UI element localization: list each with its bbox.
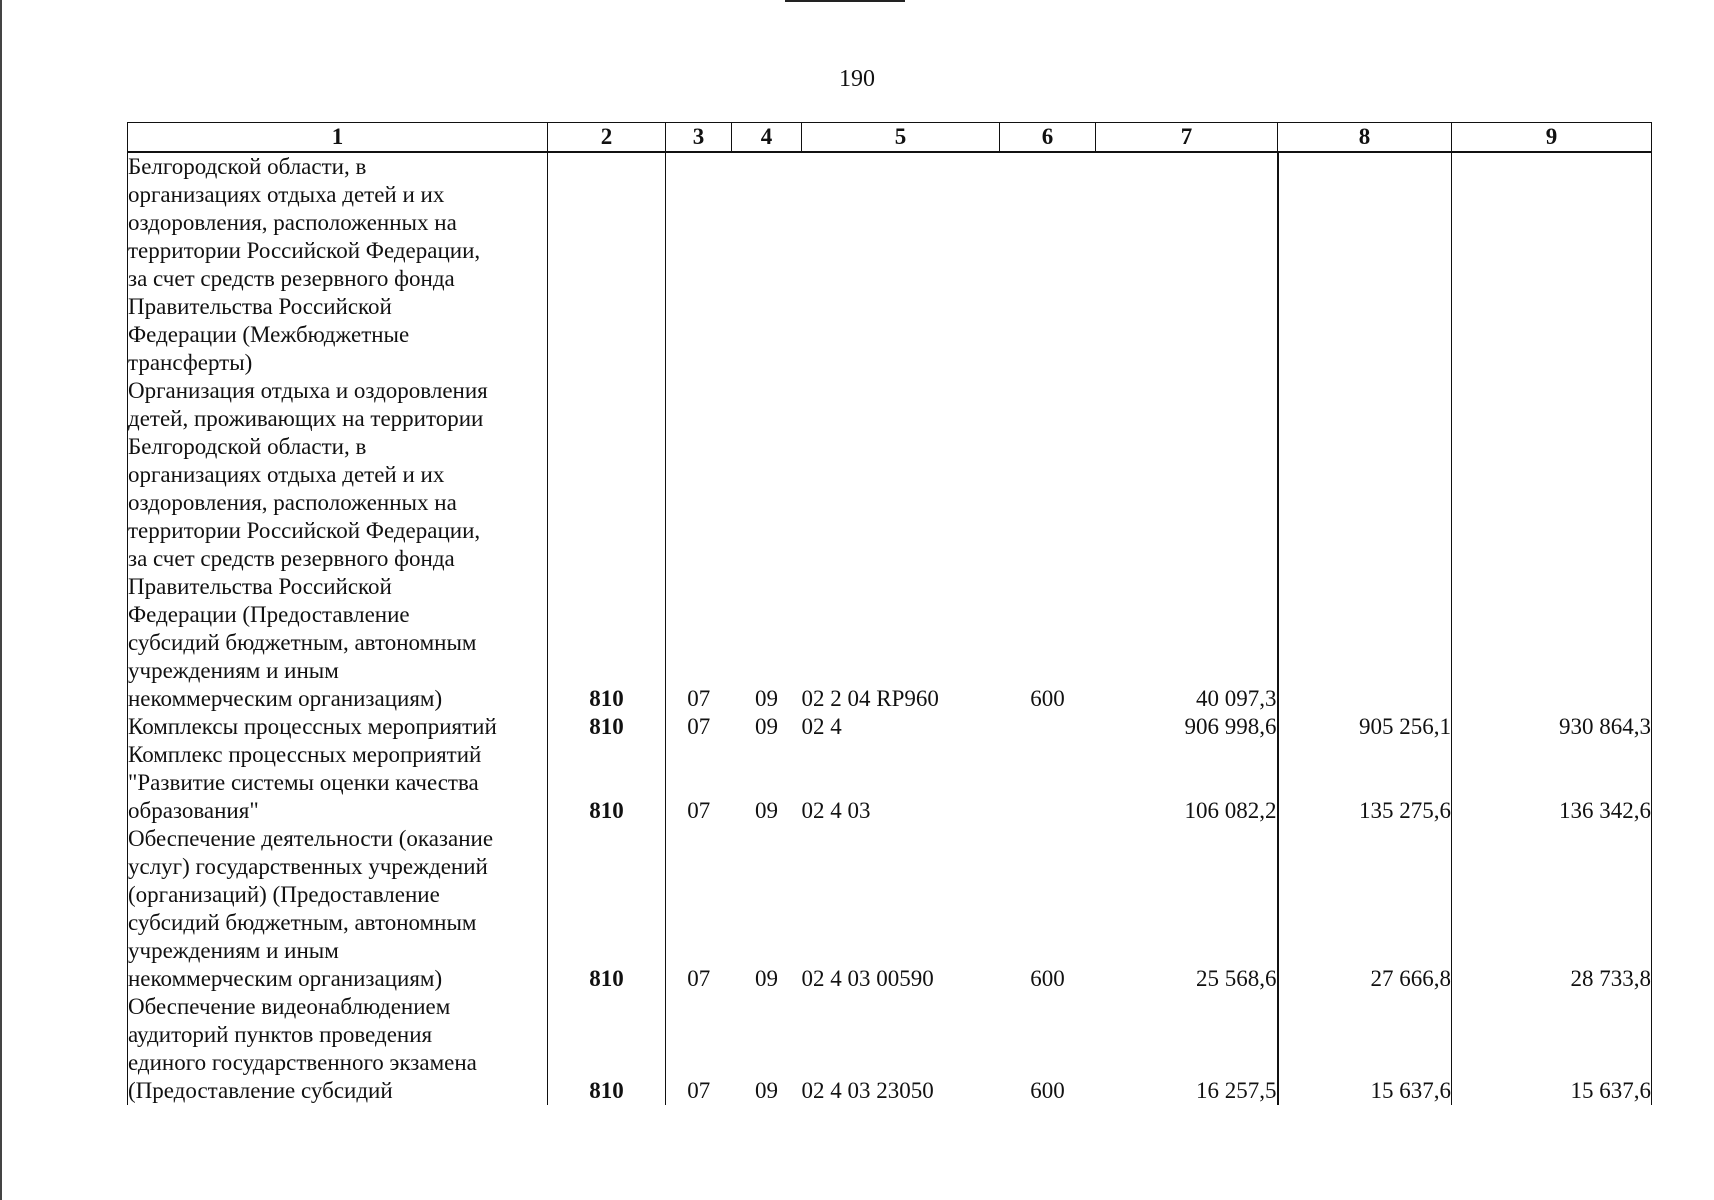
description-line: субсидий бюджетным, автономным — [128, 910, 477, 935]
description-line: некоммерческим организациям) — [128, 686, 443, 711]
table-row — [128, 741, 1652, 825]
cell-amount-8: 905 256,1 — [1278, 713, 1452, 741]
description-line: "Развитие системы оценки качества — [128, 770, 479, 795]
top-mark — [785, 0, 905, 2]
cell-code-2: 810 — [548, 825, 666, 993]
cell-code-2: 810 — [548, 713, 666, 741]
cell-amount-9: 15 637,6 — [1452, 993, 1652, 1105]
description-line: за счет средств резервного фонда — [128, 266, 455, 291]
budget-table — [127, 122, 1652, 1105]
col-header-2: 2 — [548, 123, 666, 153]
description-line: детей, проживающих на территории — [128, 406, 484, 431]
cell-amount-9: 136 342,6 — [1452, 741, 1652, 825]
cell-code-5: 02 4 03 — [801, 798, 871, 823]
description-line: некоммерческим организациям) — [128, 966, 443, 991]
cell-code-2: 810 — [548, 377, 666, 713]
cell-code-5: 02 4 — [801, 714, 842, 739]
description-line: Белгородской области, в — [128, 434, 367, 459]
description-line: организациях отдыха детей и их — [128, 182, 445, 207]
cell-amount-9: 28 733,8 — [1452, 825, 1652, 993]
cell-code-3: 07 — [687, 714, 711, 739]
cell-description — [128, 825, 548, 993]
cell-code-4: 09 — [755, 1078, 778, 1103]
description-line: Комплекс процессных мероприятий — [128, 742, 482, 767]
cell-code-4: 09 — [755, 686, 778, 711]
cell-amount-8: 27 666,8 — [1278, 825, 1452, 993]
cell-amount-8: 15 637,6 — [1278, 993, 1452, 1105]
description-line: услуг) государственных учреждений — [128, 854, 488, 879]
cell-code-2: 810 — [548, 993, 666, 1105]
description-line: учреждениям и иным — [128, 658, 339, 683]
description-line: (Предоставление субсидий — [128, 1078, 393, 1103]
cell-code-2: 810 — [548, 741, 666, 825]
cell-code-6: 600 — [1030, 686, 1065, 711]
description-line: Организация отдыха и оздоровления — [128, 378, 488, 403]
description-line: (организаций) (Предоставление — [128, 882, 440, 907]
description-line: субсидий бюджетным, автономным — [128, 630, 477, 655]
description-line: образования" — [128, 798, 259, 823]
cell-amount-7: 40 097,3 — [1096, 377, 1278, 713]
description-line: за счет средств резервного фонда — [128, 546, 455, 571]
cell-code-3: 07 — [687, 686, 711, 711]
cell-code-6 — [1000, 713, 1096, 741]
cell-code-4: 09 — [755, 966, 778, 991]
description-line: Правительства Российской — [128, 294, 392, 319]
description-line: территории Российской Федерации, — [128, 518, 481, 543]
description-line: Комплексы процессных мероприятий — [128, 714, 497, 739]
cell-code-4: 09 — [755, 798, 778, 823]
description-line: территории Российской Федерации, — [128, 238, 481, 263]
cell-description — [128, 152, 548, 377]
description-line: трансферты) — [128, 350, 253, 375]
description-line: Белгородской области, в — [128, 154, 367, 179]
table-row — [128, 713, 1652, 741]
cell-code-6 — [1000, 741, 1096, 825]
description-line: Федерации (Межбюджетные — [128, 322, 410, 347]
cell-code-3: 07 — [687, 966, 711, 991]
col-header-4: 4 — [732, 123, 802, 153]
cell-code-5: 02 4 03 00590 — [801, 966, 934, 991]
page-number: 190 — [839, 66, 875, 92]
description-line: оздоровления, расположенных на — [128, 490, 457, 515]
cell-code-4 — [732, 152, 802, 377]
cell-code-5: 02 2 04 RP960 — [801, 686, 939, 711]
cell-amount-7: 16 257,5 — [1096, 993, 1278, 1105]
cell-amount-7: 25 568,6 — [1096, 825, 1278, 993]
cell-code-6 — [1000, 152, 1096, 377]
cell-amount-8: 135 275,6 — [1278, 741, 1452, 825]
cell-amount-7 — [1096, 152, 1278, 377]
col-header-5: 5 — [802, 123, 1000, 153]
cell-amount-7: 106 082,2 — [1096, 741, 1278, 825]
header-row — [128, 123, 1652, 153]
table-body — [128, 152, 1652, 1105]
cell-amount-7: 906 998,6 — [1096, 713, 1278, 741]
cell-amount-9 — [1452, 377, 1652, 713]
cell-code-5: 02 4 03 23050 — [801, 1078, 934, 1103]
col-header-8: 8 — [1278, 123, 1452, 153]
cell-description — [128, 377, 548, 713]
cell-code-2 — [548, 152, 666, 377]
cell-code-3 — [666, 152, 732, 377]
cell-code-3: 07 — [687, 798, 711, 823]
scan-edge — [0, 0, 2, 1200]
col-header-1: 1 — [128, 123, 548, 153]
description-line: Федерации (Предоставление — [128, 602, 410, 627]
description-line: оздоровления, расположенных на — [128, 210, 457, 235]
col-header-3: 3 — [666, 123, 732, 153]
description-line: единого государственного экзамена — [128, 1050, 477, 1075]
col-header-6: 6 — [1000, 123, 1096, 153]
cell-code-6: 600 — [1030, 1078, 1065, 1103]
description-line: Обеспечение деятельности (оказание — [128, 826, 494, 851]
cell-code-3: 07 — [687, 1078, 711, 1103]
description-line: организациях отдыха детей и их — [128, 462, 445, 487]
cell-amount-9 — [1452, 152, 1652, 377]
col-header-7: 7 — [1096, 123, 1278, 153]
description-line: аудиторий пунктов проведения — [128, 1022, 433, 1047]
description-line: Правительства Российской — [128, 574, 392, 599]
cell-description — [128, 993, 548, 1105]
table-row — [128, 993, 1652, 1105]
cell-amount-9: 930 864,3 — [1452, 713, 1652, 741]
table-row — [128, 377, 1652, 713]
cell-description — [128, 713, 548, 741]
cell-code-5 — [802, 152, 1000, 377]
cell-amount-8 — [1278, 377, 1452, 713]
table-row — [128, 825, 1652, 993]
table-row — [128, 152, 1652, 377]
cell-code-6: 600 — [1030, 966, 1065, 991]
cell-amount-8 — [1278, 152, 1452, 377]
col-header-9: 9 — [1452, 123, 1652, 153]
description-line: учреждениям и иным — [128, 938, 339, 963]
cell-code-4: 09 — [755, 714, 778, 739]
cell-description — [128, 741, 548, 825]
description-line: Обеспечение видеонаблюдением — [128, 994, 451, 1019]
